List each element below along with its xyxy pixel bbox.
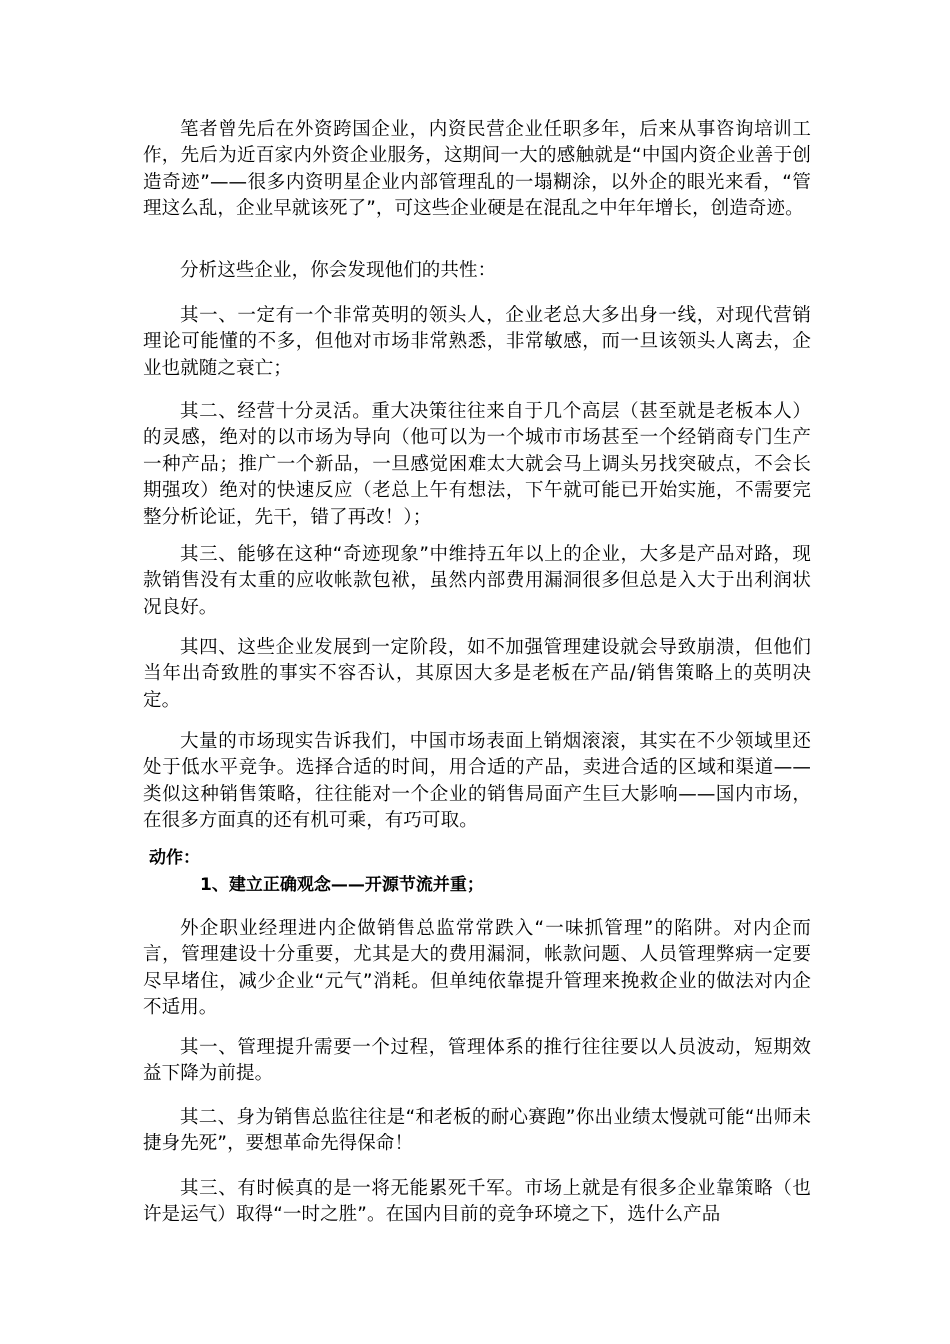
paragraph-market: 大量的市场现实告诉我们，中国市场表面上销烟滚滚，其实在不少领域里还处于低水平竞争。选择合适的时间，用合适的产品，卖进合适的区域和渠道——类似这种销售策略，往往能对一个企业的销售局面产生巨大影响——国内市场，在很多方面真的还有机可乘，有巧可取。 — [143, 731, 811, 832]
paragraph-reason-2: 其二、身为销售总监往往是“和老板的耐心赛跑”你出业绩太慢就可能“出师未捷身先死”，要想革命先得保命！ — [143, 1107, 811, 1155]
paragraph-point-4: 其四、这些企业发展到一定阶段，如不加强管理建设就会导致崩溃，但他们当年出奇致胜的事实不容否认，其原因大多是老板在产品/销售策略上的英明决定。 — [143, 637, 811, 711]
action-heading: 动作： — [149, 848, 200, 868]
sub-heading: 1、建立正确观念——开源节流并重； — [200, 875, 484, 895]
paragraph-trap: 外企职业经理进内企做销售总监常常跌入“一味抓管理”的陷阱。对内企而言，管理建设十分重要，尤其是大的费用漏洞，帐款问题、人员管理弊病一定要尽早堵住，减少企业“元气”消耗。但单纯依靠提升管理来挽救企业的做法对内企不适用。 — [143, 918, 811, 1019]
paragraph-point-2: 其二、经营十分灵活。重大决策往往来自于几个高层（甚至就是老板本人）的灵感，绝对的以市场为导向（他可以为一个城市市场甚至一个经销商专门生产一种产品；推广一个新品，一旦感觉困难太大就会马上调头另找突破点，不会长期强攻）绝对的快速反应（老总上午有想法，下午就可能已开始实施，不需要完整分析论证，先干，错了再改！）； — [143, 401, 811, 528]
paragraph-point-3: 其三、能够在这种“奇迹现象”中维持五年以上的企业，大多是产品对路，现款销售没有太重的应收帐款包袱，虽然内部费用漏洞很多但总是入大于出利润状况良好。 — [143, 544, 811, 618]
paragraph-reason-1: 其一、管理提升需要一个过程，管理体系的推行往往要以人员波动，短期效益下降为前提。 — [143, 1037, 811, 1085]
paragraph-reason-3: 其三、有时候真的是一将无能累死千军。市场上就是有很多企业靠策略（也许是运气）取得“一时之胜”。在国内目前的竞争环境之下，选什么产品 — [143, 1178, 811, 1226]
paragraph-point-1: 其一、一定有一个非常英明的领头人，企业老总大多出身一线，对现代营销理论可能懂的不多，但他对市场非常熟悉，非常敏感，而一旦该领头人离去，企业也就随之衰亡； — [143, 305, 811, 379]
paragraph-analysis: 分析这些企业，你会发现他们的共性： — [180, 260, 497, 281]
paragraph-intro: 笔者曾先后在外资跨国企业，内资民营企业任职多年，后来从事咨询培训工作，先后为近百家内外资企业服务，这期间一大的感触就是“中国内资企业善于创造奇迹”——很多内资明星企业内部管理乱的一塌糊涂，以外企的眼光来看，“管理这么乱，企业早就该死了”，可这些企业硬是在混乱之中年年增长，创造奇迹。 — [143, 119, 811, 220]
